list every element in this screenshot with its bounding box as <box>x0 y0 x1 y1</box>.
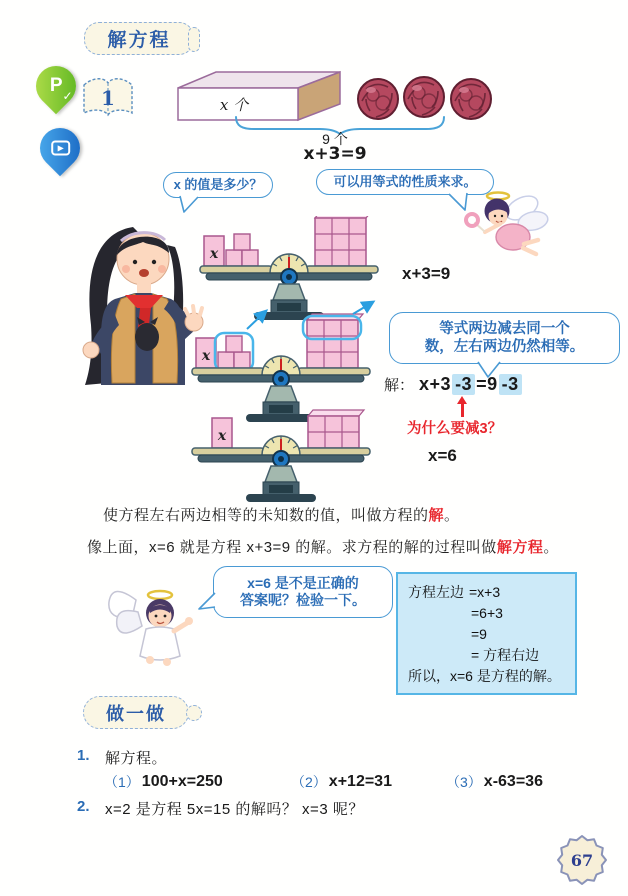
page-number: 67 <box>570 850 594 870</box>
why-question: 为什么要减3？ <box>407 421 503 437</box>
verify-step: =x+3 <box>469 584 501 600</box>
text: 。 <box>543 539 559 556</box>
practice-pin-icon[interactable] <box>36 66 78 118</box>
right-pan <box>298 368 370 375</box>
black-kitten <box>135 323 159 351</box>
bubble-text-line2: 数，左右两边仍然相等。 <box>424 339 585 355</box>
verify-step: =6+3 <box>471 605 503 621</box>
bubble-text: 可以用等式的性质来求。 <box>333 173 477 189</box>
play-icon: ▶ <box>51 141 70 156</box>
definition-paragraph-1 <box>103 504 603 525</box>
cherub-character <box>104 580 204 670</box>
ball-icon <box>449 77 493 121</box>
item-number: （2） <box>291 774 327 790</box>
verify-conclusion: 所以，x=6 是方程的解。 <box>408 668 561 684</box>
solve-highlight2: -3 <box>499 374 522 395</box>
solution-line <box>384 374 523 395</box>
question-2-text: x=2 是方程 5x=15 的解吗？ x=3 呢？ <box>105 801 364 818</box>
halo-icon <box>148 591 172 599</box>
page-title: 解方程 <box>107 30 171 51</box>
solve-highlight1: -3 <box>452 374 475 395</box>
verification-box <box>396 572 577 695</box>
example-book-badge <box>80 74 136 121</box>
pin-head <box>32 120 89 177</box>
left-pan <box>192 448 264 455</box>
item-equation: x+12=31 <box>328 773 392 790</box>
right-pan <box>306 266 378 273</box>
result-equation: x=6 <box>428 446 457 465</box>
item-equation: 100+x=250 <box>141 773 223 790</box>
exercise-item-1 <box>104 772 223 792</box>
item-number: （1） <box>104 774 140 790</box>
verify-label: 方程左边 <box>408 584 464 600</box>
solve-part1: x+3 <box>419 374 452 394</box>
verify-step: =9 <box>471 626 487 642</box>
scroll-icon <box>188 27 200 52</box>
exercise-item-2 <box>291 772 392 792</box>
base <box>246 494 316 502</box>
bubble-tail <box>197 591 217 613</box>
balance-scale-3 <box>186 404 376 504</box>
solve-part2: =9 <box>476 374 498 394</box>
question-2-number: 2. <box>77 798 90 815</box>
section-title-banner <box>84 22 194 55</box>
ring-icon <box>466 214 478 226</box>
text: 使方程左右两边相等的未知数的值，叫做方程的 <box>103 507 429 524</box>
pin-head <box>28 58 85 115</box>
item-number: （3） <box>446 774 482 790</box>
left-pan <box>200 266 272 273</box>
letter-p-icon: P <box>49 75 63 96</box>
why-arrow-icon <box>455 396 469 418</box>
ball-icon <box>402 75 446 119</box>
question-bubble <box>163 172 273 198</box>
item-equation: x-63=36 <box>483 773 543 790</box>
six-cube-block <box>308 410 364 448</box>
ball-icon <box>356 77 400 121</box>
fairy-character <box>450 186 555 271</box>
banner-dot-icon <box>186 705 202 721</box>
property-bubble <box>389 312 620 364</box>
question-1-number: 1. <box>77 747 90 764</box>
intro-equation: x+3=9 <box>303 144 367 164</box>
halo-icon <box>487 193 509 200</box>
check-icon: ✓ <box>62 89 73 103</box>
bubble-text: x 的值是多少？ <box>173 176 263 192</box>
question-1-text: 解方程。 <box>105 750 168 767</box>
example-number: 1 <box>101 86 115 110</box>
svg-text:x: x <box>217 428 227 444</box>
exercise-item-3 <box>446 772 543 792</box>
bubble-tail <box>176 195 200 215</box>
text: 像上面，x=6 就是方程 x+3=9 的解。求方程的解的过程叫做 <box>87 539 497 556</box>
verify-step: = 方程右边 <box>471 647 540 663</box>
practice-heading: 做一做 <box>83 696 189 729</box>
bubble-text-line2: 答案呢？检验一下。 <box>240 592 366 608</box>
bubble-text-line1: x=6 是不是正确的 <box>247 574 359 591</box>
nine-cube-block <box>315 216 371 266</box>
bubble-text-line1: 等式两边减去同一个 <box>439 320 570 337</box>
page-number-badge <box>556 834 608 886</box>
remove-arrow-left <box>247 311 266 329</box>
solve-label: 解： <box>384 377 415 394</box>
svg-text:x: x <box>201 348 211 364</box>
left-pan <box>192 368 264 375</box>
equation-1: x+3=9 <box>402 264 451 283</box>
definition-paragraph-2 <box>87 536 617 557</box>
remove-arrow-right <box>353 302 373 314</box>
right-pan <box>298 448 370 455</box>
key-term-solve-equation: 解方程 <box>496 539 544 556</box>
text: 。 <box>444 507 460 524</box>
video-pin-icon[interactable] <box>40 128 82 180</box>
svg-text:x: x <box>209 246 219 262</box>
practice-section-banner <box>83 696 202 729</box>
check-bubble <box>213 566 393 618</box>
nine-cube-block <box>307 314 363 368</box>
key-term-solution: 解 <box>428 507 445 524</box>
brace-count-label: 9 个 <box>322 131 348 147</box>
box-count-label: x 个 <box>219 96 249 114</box>
